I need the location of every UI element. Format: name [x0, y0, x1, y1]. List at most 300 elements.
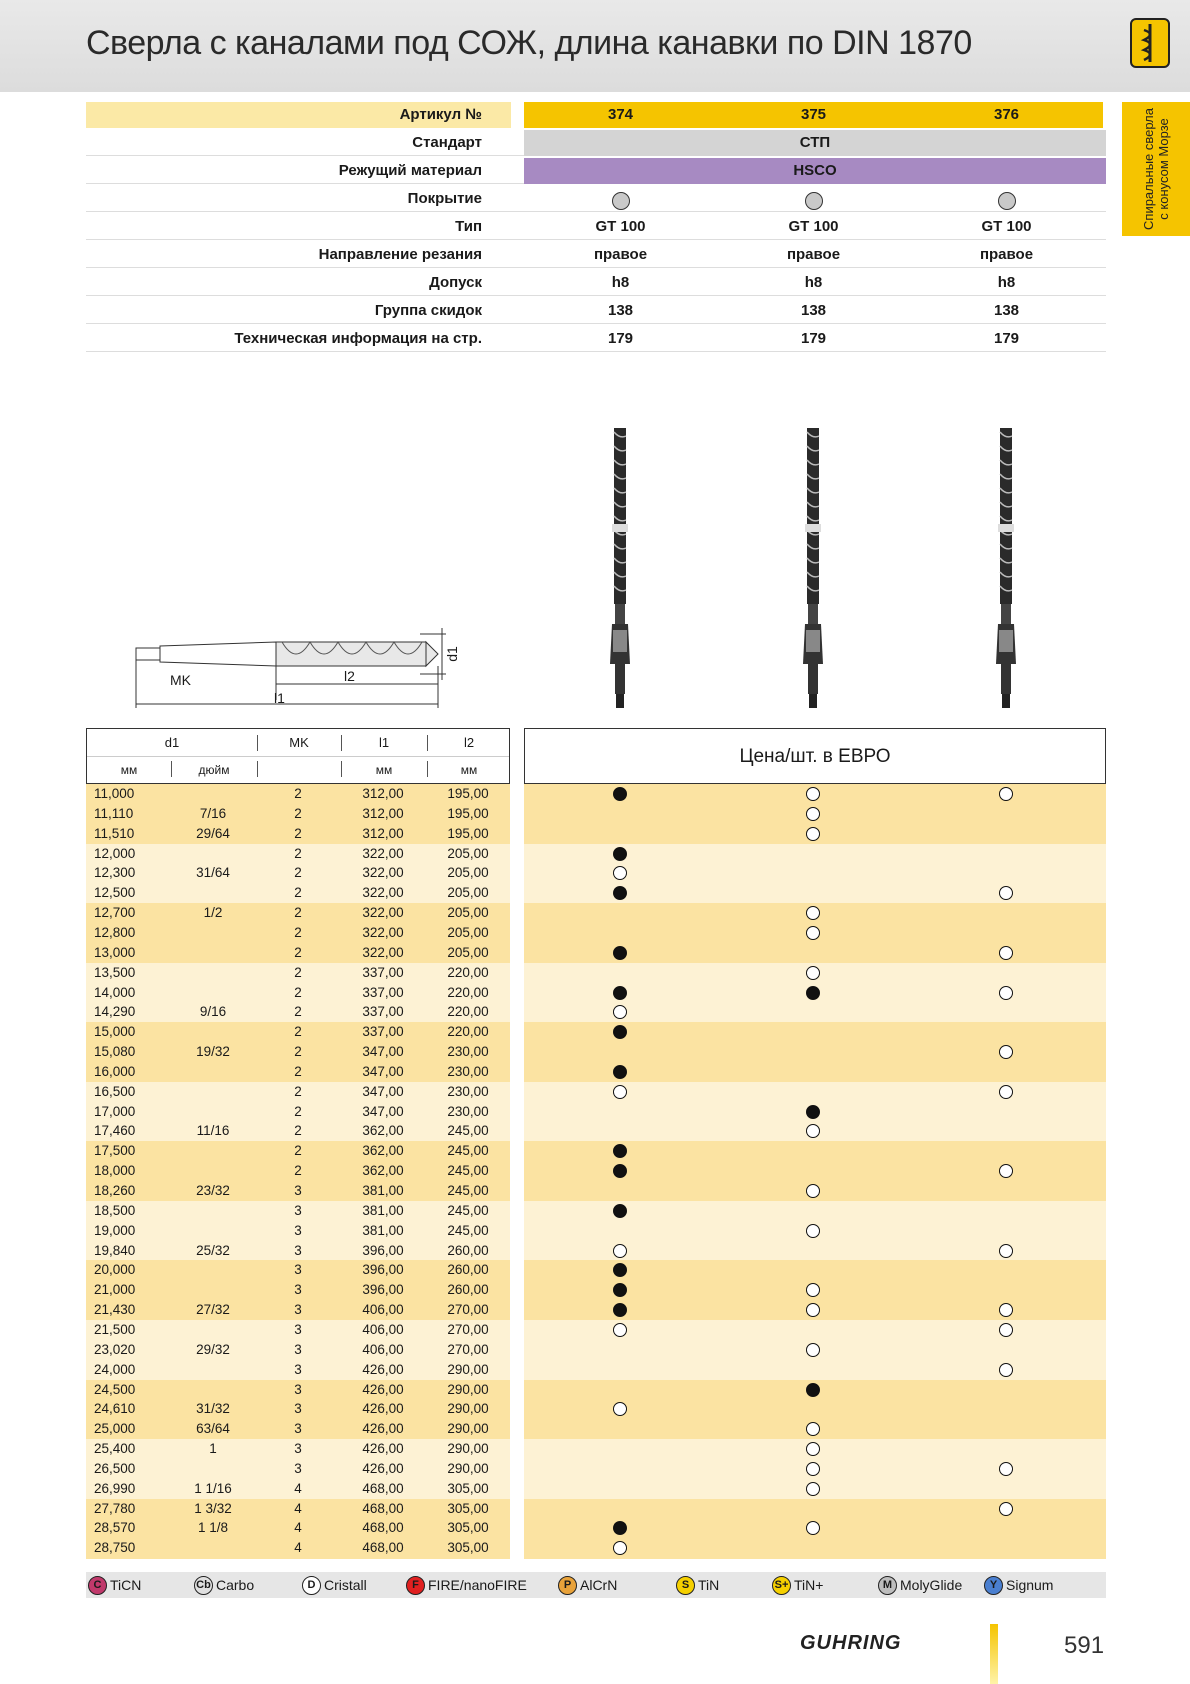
legend-label: Signum [1006, 1577, 1054, 1593]
on-order-dot-icon [613, 1085, 627, 1099]
cell-mk: 2 [294, 825, 302, 841]
header-value-article-0: 374 [524, 102, 717, 128]
cell-inch: 7/16 [199, 805, 227, 821]
cell-mk: 4 [294, 1500, 302, 1516]
col-d1-inch: дюйм [198, 763, 230, 777]
cell-l2: 305,00 [447, 1500, 489, 1516]
availability-row [524, 784, 1106, 804]
cell-l1: 362,00 [362, 1123, 404, 1139]
cell-l1: 347,00 [362, 1063, 404, 1079]
cell-mk: 2 [294, 1024, 302, 1040]
table-row [86, 1141, 510, 1161]
on-order-dot-icon [999, 1502, 1013, 1516]
legend-label: TiN+ [794, 1577, 824, 1593]
in-stock-dot-icon [806, 986, 820, 1000]
cell-mm: 11,000 [94, 786, 135, 801]
cell-inch: 27/32 [196, 1302, 230, 1318]
on-order-dot-icon [999, 1164, 1013, 1178]
cell-inch [170, 1260, 256, 1280]
on-order-dot-icon [999, 1363, 1013, 1377]
table-row [86, 1241, 510, 1261]
legend-label: FIRE/nanoFIRE [428, 1577, 527, 1593]
cell-mk: 3 [294, 1222, 302, 1238]
cell-mk: 2 [294, 964, 302, 980]
cell-l2: 205,00 [447, 885, 489, 901]
cell-inch [170, 1062, 256, 1082]
cell-mk: 3 [294, 1202, 302, 1218]
table-row [86, 1260, 510, 1280]
cell-mm: 27,780 [94, 1500, 136, 1516]
legend-item-alcrn [558, 1572, 617, 1598]
col-d1-mm: мм [120, 763, 138, 777]
coating-badge-icon: S+ [772, 1576, 791, 1595]
availability-row [524, 1340, 1106, 1360]
header-label-article: Артикул № [399, 106, 482, 123]
availability-row [524, 1280, 1106, 1300]
cell-l1: 381,00 [362, 1202, 404, 1218]
cell-l1: 396,00 [362, 1242, 404, 1258]
cell-l1: 312,00 [362, 805, 404, 821]
table-row [86, 1499, 510, 1519]
cell-mk: 2 [294, 885, 302, 901]
cell-mm: 14,000 [94, 984, 136, 1000]
cell-l2: 230,00 [447, 1063, 489, 1079]
cell-l2: 290,00 [447, 1460, 489, 1476]
availability-row [524, 1181, 1106, 1201]
table-row [86, 1360, 510, 1380]
cell-mm: 23,020 [94, 1341, 136, 1357]
table-row [86, 1439, 510, 1459]
table-row [86, 1042, 510, 1062]
cell-l2: 245,00 [447, 1183, 489, 1198]
coating-badge-icon: S [676, 1576, 695, 1595]
header-label-material: Режущий материал [338, 162, 482, 179]
cell-l2: 260,00 [447, 1282, 489, 1298]
cell-mm: 20,000 [94, 1262, 136, 1278]
header-value-type-2: GT 100 [981, 218, 1032, 235]
on-order-dot-icon [613, 1541, 627, 1555]
cell-mk: 4 [294, 1540, 302, 1556]
coating-badge-icon: Cb [194, 1576, 213, 1595]
cell-l1: 396,00 [362, 1262, 404, 1278]
cell-l2: 205,00 [447, 865, 489, 881]
cell-l1: 426,00 [362, 1381, 404, 1397]
cell-l2: 220,00 [447, 984, 489, 1000]
coating-badge-icon: Y [984, 1576, 1003, 1595]
cell-mk: 3 [294, 1321, 302, 1337]
cell-l2: 205,00 [447, 905, 489, 921]
cell-mm: 21,500 [94, 1321, 136, 1337]
header-value-discount-1: 138 [800, 302, 827, 319]
dimension-diagram [126, 620, 466, 710]
cell-inch [170, 844, 256, 864]
cell-inch [170, 1538, 256, 1558]
header-row-tolerance [86, 270, 1106, 296]
header-row-techinfo [86, 326, 1106, 352]
cell-inch [170, 923, 256, 943]
availability-row [524, 1439, 1106, 1459]
header-label-techinfo: Техническая информация на стр. [234, 330, 482, 347]
col-l2: l2 [463, 735, 475, 750]
on-order-dot-icon [999, 946, 1013, 960]
availability-row [524, 1121, 1106, 1141]
header-value-direction-2: правое [979, 246, 1034, 263]
table-row [86, 1340, 510, 1360]
cell-l1: 322,00 [362, 944, 404, 960]
in-stock-dot-icon [806, 1105, 820, 1119]
table-row [86, 1300, 510, 1320]
cell-mm: 11,510 [94, 825, 135, 841]
cell-l1: 362,00 [362, 1163, 404, 1179]
cell-mm: 17,000 [94, 1103, 136, 1119]
table-row [86, 1002, 510, 1022]
table-row [86, 824, 510, 844]
cell-l1: 312,00 [362, 786, 404, 801]
header-value-techinfo-1: 179 [800, 330, 827, 347]
cell-mk: 3 [294, 1341, 302, 1357]
cell-inch [170, 1161, 256, 1181]
in-stock-dot-icon [613, 1283, 627, 1297]
cell-mm: 18,260 [94, 1183, 136, 1198]
cell-mk: 3 [294, 1183, 302, 1198]
cell-inch: 29/32 [196, 1341, 230, 1357]
cell-mk: 3 [294, 1401, 302, 1417]
col-d1: d1 [164, 735, 180, 750]
availability-row [524, 1161, 1106, 1181]
on-order-dot-icon [806, 926, 820, 940]
cell-mm: 12,700 [94, 905, 136, 921]
availability-row [524, 1538, 1106, 1558]
availability-row [524, 804, 1106, 824]
drill-diagram-icon [126, 620, 466, 710]
availability-row [524, 1141, 1106, 1161]
cell-l2: 290,00 [447, 1421, 489, 1437]
price-header: Цена/шт. в ЕВРО [524, 728, 1106, 784]
availability-row [524, 883, 1106, 903]
col-l2-mm: мм [460, 763, 478, 777]
cell-inch [170, 1022, 256, 1042]
on-order-dot-icon [806, 1521, 820, 1535]
header-label-tolerance: Допуск [429, 274, 482, 291]
cell-mk: 2 [294, 1103, 302, 1119]
header-value-type-1: GT 100 [788, 218, 839, 235]
cell-mk: 2 [294, 805, 302, 821]
on-order-dot-icon [999, 1303, 1013, 1317]
cell-mk: 2 [294, 1063, 302, 1079]
cell-l2: 305,00 [447, 1540, 489, 1556]
cell-inch: 29/64 [196, 825, 230, 841]
cell-mk: 2 [294, 944, 302, 960]
cell-mk: 4 [294, 1480, 302, 1496]
cell-mk: 2 [294, 845, 302, 861]
cell-mk: 3 [294, 1381, 302, 1397]
legend-item-signum [984, 1572, 1053, 1598]
table-row [86, 1121, 510, 1141]
cell-mm: 15,080 [94, 1044, 136, 1060]
cell-mm: 17,460 [94, 1123, 136, 1139]
legend-item-carbo [194, 1572, 254, 1598]
cell-mm: 15,000 [94, 1024, 136, 1040]
availability-row [524, 1300, 1106, 1320]
header-row-standard [86, 130, 1106, 156]
cell-inch [170, 1082, 256, 1102]
availability-row [524, 983, 1106, 1003]
diagram-mk-label: MK [170, 672, 191, 688]
header-label-type: Тип [455, 218, 482, 235]
on-order-dot-icon [806, 1283, 820, 1297]
header-value-article-2: 376 [910, 102, 1103, 128]
cell-l2: 220,00 [447, 1004, 489, 1020]
cell-inch [170, 983, 256, 1003]
on-order-dot-icon [806, 1442, 820, 1456]
header-label-discount: Группа скидок [374, 302, 482, 319]
cell-mm: 26,990 [94, 1480, 136, 1496]
availability-row [524, 1102, 1106, 1122]
on-order-dot-icon [613, 1323, 627, 1337]
table-row [86, 1082, 510, 1102]
cell-mm: 12,800 [94, 924, 136, 940]
cell-inch [170, 1141, 256, 1161]
header-row-material [86, 158, 1106, 184]
cell-l2: 230,00 [447, 1103, 489, 1119]
cell-mk: 2 [294, 924, 302, 940]
cell-l1: 322,00 [362, 924, 404, 940]
in-stock-dot-icon [613, 886, 627, 900]
cell-l1: 322,00 [362, 905, 404, 921]
availability-row [524, 1241, 1106, 1261]
table-row [86, 1221, 510, 1241]
header-value-article-1: 375 [717, 102, 910, 128]
table-row [86, 1320, 510, 1340]
cell-mk: 2 [294, 905, 302, 921]
header-value-discount-0: 138 [607, 302, 634, 319]
cell-l2: 305,00 [447, 1520, 489, 1536]
in-stock-dot-icon [613, 986, 627, 1000]
on-order-dot-icon [999, 1085, 1013, 1099]
cell-l1: 426,00 [362, 1460, 404, 1476]
cell-inch [170, 1280, 256, 1300]
cell-l2: 230,00 [447, 1044, 489, 1060]
header-row-type [86, 214, 1106, 240]
in-stock-dot-icon [613, 1065, 627, 1079]
cell-mm: 28,570 [94, 1520, 136, 1536]
cell-inch: 23/32 [196, 1183, 230, 1198]
availability-row [524, 923, 1106, 943]
on-order-dot-icon [806, 906, 820, 920]
cell-inch [170, 883, 256, 903]
in-stock-dot-icon [613, 1263, 627, 1277]
header-row-direction [86, 242, 1106, 268]
cell-mm: 18,000 [94, 1163, 136, 1179]
cell-l1: 426,00 [362, 1401, 404, 1417]
table-row [86, 863, 510, 883]
on-order-dot-icon [806, 787, 820, 801]
cell-inch: 19/32 [196, 1044, 230, 1060]
coating-badge-icon: C [88, 1576, 107, 1595]
cell-mm: 16,500 [94, 1083, 136, 1099]
cell-mk: 2 [294, 786, 302, 801]
table-row [86, 1399, 510, 1419]
cell-l2: 205,00 [447, 845, 489, 861]
cell-l2: 245,00 [447, 1123, 489, 1139]
header-value-discount-2: 138 [993, 302, 1020, 319]
availability-row [524, 1499, 1106, 1519]
cell-l1: 337,00 [362, 984, 404, 1000]
availability-row [524, 1518, 1106, 1538]
cell-inch [170, 1102, 256, 1122]
table-row [86, 844, 510, 864]
on-order-dot-icon [613, 1402, 627, 1416]
header-value-standard: СТП [524, 130, 1106, 156]
table-row [86, 784, 510, 804]
availability-row [524, 1260, 1106, 1280]
header-label-standard: Стандарт [412, 134, 482, 151]
cell-mm: 25,400 [94, 1441, 136, 1457]
availability-row [524, 1022, 1106, 1042]
cell-l1: 362,00 [362, 1143, 404, 1159]
cell-inch [170, 1201, 256, 1221]
availability-row [524, 1320, 1106, 1340]
cell-mk: 3 [294, 1421, 302, 1437]
drill-photo-icon [600, 424, 640, 714]
cell-inch [170, 784, 256, 804]
cell-l2: 220,00 [447, 1024, 489, 1040]
dimension-table-header [86, 728, 510, 784]
cell-mm: 24,610 [94, 1401, 136, 1417]
table-row [86, 1161, 510, 1181]
cell-mm: 25,000 [94, 1421, 136, 1437]
legend-item-ticn [88, 1572, 141, 1598]
cell-l2: 305,00 [447, 1480, 489, 1496]
availability-row [524, 824, 1106, 844]
legend-label: Cristall [324, 1577, 367, 1593]
cell-mk: 2 [294, 984, 302, 1000]
legend-label: TiN [698, 1577, 720, 1593]
table-row [86, 1062, 510, 1082]
header-value-tolerance-1: h8 [804, 274, 823, 291]
cell-mk: 2 [294, 1143, 302, 1159]
cell-mk: 3 [294, 1441, 302, 1457]
on-order-dot-icon [999, 1462, 1013, 1476]
header-value-tolerance-0: h8 [611, 274, 630, 291]
cell-inch: 1 3/32 [194, 1500, 232, 1516]
on-order-dot-icon [806, 1124, 820, 1138]
availability-row [524, 1399, 1106, 1419]
cell-mm: 24,500 [94, 1381, 136, 1397]
cell-l1: 426,00 [362, 1421, 404, 1437]
cell-l1: 406,00 [362, 1321, 404, 1337]
header-row-discount [86, 298, 1106, 324]
cell-mm: 13,500 [94, 964, 136, 980]
on-order-dot-icon [806, 1184, 820, 1198]
cell-l2: 290,00 [447, 1361, 489, 1377]
cell-mm: 12,300 [94, 865, 136, 881]
cell-mk: 3 [294, 1361, 302, 1377]
in-stock-dot-icon [613, 1303, 627, 1317]
cell-inch: 25/32 [196, 1242, 230, 1258]
cell-inch: 63/64 [196, 1421, 230, 1437]
cell-mk: 2 [294, 1163, 302, 1179]
table-row [86, 1479, 510, 1499]
cell-mm: 16,000 [94, 1063, 136, 1079]
cell-inch: 31/64 [196, 865, 230, 881]
cell-mm: 12,500 [94, 885, 136, 901]
availability-row [524, 963, 1106, 983]
legend-label: TiCN [110, 1577, 142, 1593]
availability-row [524, 863, 1106, 883]
cell-mk: 2 [294, 1123, 302, 1139]
legend-item-tin [676, 1572, 719, 1598]
cell-l1: 468,00 [362, 1520, 404, 1536]
cell-l1: 426,00 [362, 1441, 404, 1457]
cell-inch: 1 [209, 1441, 217, 1457]
cell-mk: 3 [294, 1460, 302, 1476]
availability-row [524, 1479, 1106, 1499]
on-order-dot-icon [999, 1045, 1013, 1059]
legend-item-fire-nanofire [406, 1572, 527, 1598]
cell-l2: 205,00 [447, 924, 489, 940]
header-label-coating: Покрытие [407, 190, 482, 207]
on-order-dot-icon [806, 1303, 820, 1317]
in-stock-dot-icon [613, 1521, 627, 1535]
cell-mm: 21,000 [94, 1282, 136, 1298]
cell-inch: 1/2 [203, 905, 223, 921]
cell-l2: 290,00 [447, 1441, 489, 1457]
cell-l1: 406,00 [362, 1341, 404, 1357]
cell-l2: 260,00 [447, 1242, 489, 1258]
brand-logo: GUHRING [800, 1632, 902, 1654]
cell-l1: 396,00 [362, 1282, 404, 1298]
diagram-l2-label: l2 [344, 668, 355, 684]
cell-l1: 347,00 [362, 1083, 404, 1099]
table-row [86, 1181, 510, 1201]
legend-item-tin- [772, 1572, 823, 1598]
on-order-dot-icon [806, 1343, 820, 1357]
cell-mm: 19,840 [94, 1242, 136, 1258]
table-row [86, 943, 510, 963]
in-stock-dot-icon [613, 946, 627, 960]
table-row [86, 923, 510, 943]
availability-row [524, 844, 1106, 864]
col-l1: l1 [378, 735, 390, 750]
table-row [86, 1459, 510, 1479]
cell-l1: 337,00 [362, 1004, 404, 1020]
cell-l2: 270,00 [447, 1321, 489, 1337]
cell-mm: 12,000 [94, 845, 136, 861]
table-row [86, 1518, 510, 1538]
cell-l1: 322,00 [362, 885, 404, 901]
cell-l2: 270,00 [447, 1341, 489, 1357]
table-row [86, 903, 510, 923]
availability-row [524, 1062, 1106, 1082]
cell-l1: 468,00 [362, 1480, 404, 1496]
col-l1-mm: мм [375, 763, 393, 777]
drill-category-icon [1130, 18, 1170, 68]
availability-row [524, 1082, 1106, 1102]
cell-l2: 245,00 [447, 1163, 489, 1179]
cell-mk: 2 [294, 1044, 302, 1060]
header-label-direction: Направление резания [318, 246, 482, 263]
availability-row [524, 1380, 1106, 1400]
table-row [86, 1419, 510, 1439]
cell-l1: 337,00 [362, 964, 404, 980]
legend-label: MolyGlide [900, 1577, 963, 1593]
on-order-dot-icon [613, 866, 627, 880]
cell-mk: 2 [294, 1083, 302, 1099]
cell-l2: 195,00 [447, 786, 489, 801]
header-value-direction-1: правое [786, 246, 841, 263]
cell-l2: 290,00 [447, 1381, 489, 1397]
